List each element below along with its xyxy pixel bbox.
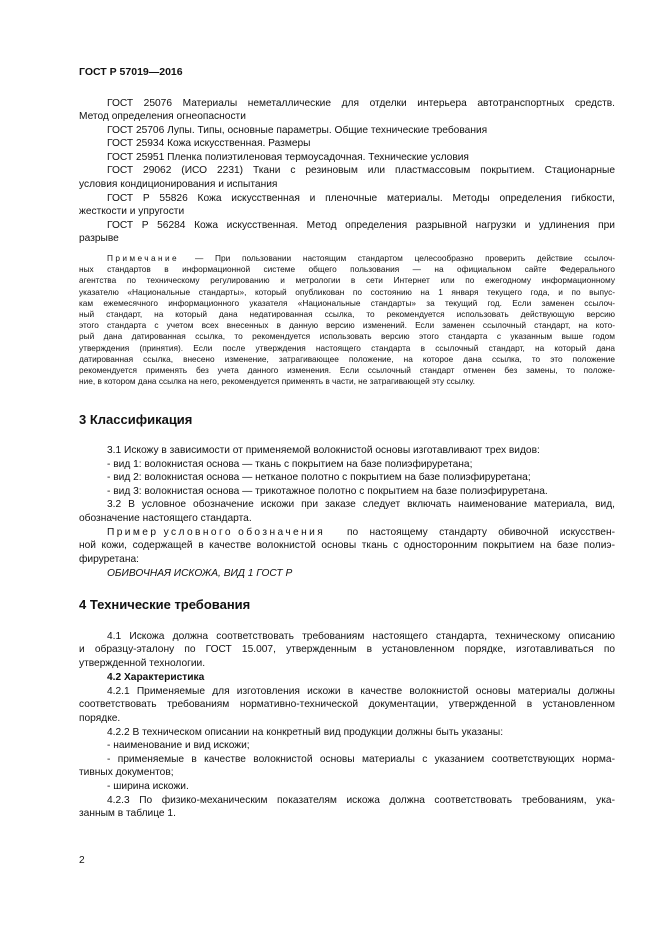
reference-line: ГОСТ 25934 Кожа искусственная. Размеры [107,138,311,149]
section-4-heading: 4 Технические требования [79,597,251,612]
reference-line: ГОСТ 25076 Материалы неметаллические для отделки интерьера автотранспортных средств. [107,98,615,109]
document-header-id: ГОСТ Р 57019—2016 [79,66,183,78]
list-item: обозначение настоящего стандарта. [79,513,252,524]
note-line: — При пользовании настоящим стандартом целесообразно проверить действие ссылоч- [195,253,615,263]
example-text: фируретана: [79,554,139,565]
example-text: по настоящему стандарту обивочной искусствен- [347,527,615,538]
example-text: ной кожи, содержащей в качестве волокнистой основы ткань с односторонним покрытием на базе полиэ- [79,540,615,551]
clause-text: 3.1 Искожу в зависимости от применяемой волокнистой основы изготавливают трех видов: [107,445,540,456]
clause-text: 4.1 Искожа должна соответствовать требованиям настоящего стандарта, техническому описанию [107,631,615,642]
note-line: указателю «Национальные стандарты», который опубликован по состоянию на 1 января текущего года, и по выпус- [79,286,615,297]
note-line: рый дана датированная ссылка, то рекомендуется использовать версию этого стандарта с указанным выше годом [79,331,615,342]
reference-line: условия кондиционирования и испытания [79,179,278,190]
clause-text: порядке. [79,713,121,724]
clause-text: 4.2.3 По физико-механическим показателям искожа должна соответствовать требованиям, ука- [107,795,615,806]
reference-line: ГОСТ 25706 Лупы. Типы, основные параметры. Общие технические требования [107,125,488,136]
clause-text: соответствовать требованиям нормативно-технической документации, утвержденной в установленном [79,699,615,710]
designation-example: ОБИВОЧНАЯ ИСКОЖА, ВИД 1 ГОСТ Р [107,568,293,579]
clause-text: занным в таблице 1. [79,808,176,819]
list-item: - вид 3: волокнистая основа — трикотажное полотно с покрытием на базе полиэфируретана. [107,486,548,497]
clause-text: - ширина искожи. [107,781,189,792]
reference-line: Метод определения огнеопасности [79,111,246,122]
clause-text: и образцу-эталону по ГОСТ 15.007, утвержденным в установленном порядке, изготавливаться по [79,644,615,655]
reference-line: ГОСТ Р 55826 Кожа искусственная и пленочные материалы. Методы определения гибкости, [107,193,615,204]
page-number: 2 [79,855,85,866]
note-line: этого стандарта с учетом всех внесенных в данную версию изменений. Если заменен ссылочный стандарт, на кото- [79,320,615,331]
note-line: рекомендуется применять без учета данного изменения. Если ссылочный стандарт отменен без замены, то положе- [79,365,615,375]
note-line: агентства по техническому регулированию и метрологии в сети Интернет или по ежегодному информационному [79,275,615,286]
reference-line: разрыве [79,233,119,244]
list-item: - вид 1: волокнистая основа — ткань с покрытием на базе полиэфируретана; [107,459,473,470]
note-label: Примечание [107,253,180,263]
list-item: - вид 2: волокнистая основа — нетканое полотно с покрытием на базе полиэфируретана; [107,472,531,483]
example-label: Пример условного обозначения [107,527,326,538]
clause-text: - наименование и вид искожи; [107,740,250,751]
clause-text: 3.2 В условное обозначение искожи при заказе следует включать наименование материала, вид, [107,499,615,510]
reference-line: ГОСТ Р 56284 Кожа искусственная. Метод определения разрывной нагрузки и удлинения при [107,220,615,231]
note-line: кам ежемесячного информационного указателя «Национальные стандарты» за текущий год. Если заменен ссылоч- [79,297,615,308]
reference-line: ГОСТ 29062 (ИСО 2231) Ткани с резиновым или пластмассовым покрытием. Стационарные [107,165,615,176]
section-3-heading: 3 Классификация [79,412,193,427]
reference-line: жесткости и упругости [79,206,185,217]
note-line: ных стандартов в информационной системе общего пользования — на официальном сайте Федерального [79,264,615,275]
clause-text: - применяемые в качестве волокнистой основы материалы с указанием соответствующих норма- [107,754,615,765]
clause-text: утвержденной технологии. [79,658,206,669]
note-line: утверждения (принятия). Если после утверждения настоящего стандарта в ссылочный стандарт, на который дана [79,342,615,353]
subsection-heading: 4.2 Характеристика [107,672,205,683]
reference-line: ГОСТ 25951 Пленка полиэтиленовая термоусадочная. Технические условия [107,152,469,163]
clause-text: 4.2.1 Применяемые для изготовления искожи в качестве волокнистой основы материалы должны [107,686,615,697]
note-line: ние, в котором дана ссылка на него, рекомендуется применять в части, не затрагивающей эту ссылку. [79,376,475,387]
clause-text: 4.2.2 В техническом описании на конкретный вид продукции должны быть указаны: [107,727,504,738]
note-line: ный стандарт, на который дана недатированная ссылка, то рекомендуется использовать действующую версию [79,309,615,319]
note-line: датированная ссылка, внесено изменение, затрагивающее положение, на которое дана ссылка, то это положение [79,353,615,364]
clause-text: тивных документов; [79,767,174,778]
